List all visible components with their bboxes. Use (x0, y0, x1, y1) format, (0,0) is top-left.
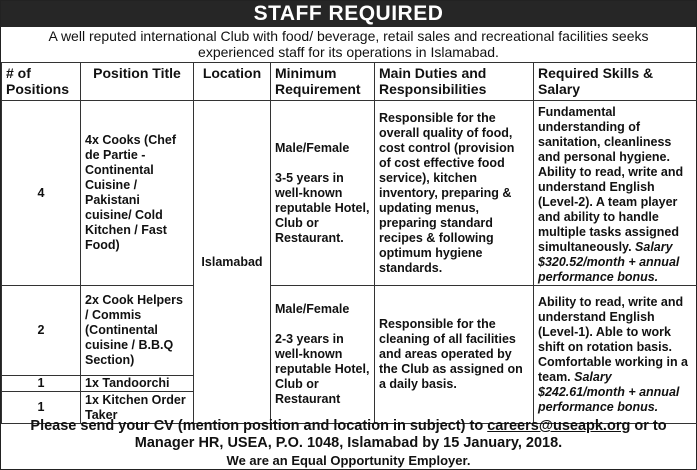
ad-headline: STAFF REQUIRED (1, 1, 696, 27)
careers-email-link[interactable]: careers@useapk.org (487, 418, 631, 434)
cooks-title: 4x Cooks (Chef de Partie - Continental Cuisine / Pakistani cuisine/ Cold Kitchen / Fast Food) (81, 101, 194, 286)
table-row (2, 286, 697, 376)
helpers-gender: Male/Female (275, 302, 350, 316)
tandoorchi-title: 1x Tandoorchi (81, 376, 194, 392)
helpers-skills-salary (534, 286, 697, 424)
cooks-count: 4 (2, 101, 81, 286)
tandoorchi-count: 1 (2, 376, 81, 392)
helpers-duties: Responsible for the cleaning of all facilities and areas operated by the Club as assigned on a daily basis. (375, 286, 534, 424)
location-cell: Islamabad (194, 101, 271, 424)
order-taker-title: 1x Kitchen Order Taker (81, 392, 194, 424)
header-skills-salary: Required Skills & Salary (534, 63, 697, 101)
cooks-requirement (271, 101, 375, 286)
table-header-row (2, 63, 697, 101)
application-instructions (1, 418, 696, 452)
helpers-skills: Ability to read, write and understand English (Level-1). Able to work shift on rotation basis. Comfortable working in a team. (538, 294, 689, 384)
table-row (2, 101, 697, 286)
helpers-title: 2x Cook Helpers / Commis (Continental cuisine / B.B.Q Section) (81, 286, 194, 376)
cooks-salary: Salary $320.52/month + annual performance bonus. (538, 240, 680, 284)
cooks-skills: Fundamental understanding of sanitation, cleanliness and personal hygiene. Ability to read, write and understand English (Level-2). A team player and ability to handle multiple tasks assigned simultaneously. (538, 105, 684, 254)
footer-address: Manager HR, USEA, P.O. 1048, Islamabad by 15 January, 2018. (134, 435, 563, 451)
cooks-experience: 3-5 years in well-known reputable Hotel, Club or Restaurant. (275, 170, 370, 245)
intro-line-2: experienced staff for its operations in Islamabad. (198, 44, 499, 60)
footer-prefix: Please send your CV (mention position and location in subject) to (30, 418, 484, 434)
positions-table (1, 62, 697, 424)
order-taker-count: 1 (2, 392, 81, 424)
intro-text (1, 28, 696, 60)
helpers-count: 2 (2, 286, 81, 376)
cooks-skills-salary (534, 101, 697, 286)
cooks-duties: Responsible for the overall quality of food, cost control (provision of cost effective food service), kitchen inventory, preparing & updating menus, preparing standard recipes & following optimum hygiene standards. (375, 101, 534, 286)
equal-opportunity-note: We are an Equal Opportunity Employer. (226, 453, 471, 468)
footer-suffix: or to (634, 418, 667, 434)
header-positions: # of Positions (2, 63, 81, 101)
header-minimum-requirement: Minimum Requirement (271, 63, 375, 101)
intro-line-1: A well reputed international Club with food/ beverage, retail sales and recreational facilities seeks (48, 28, 649, 44)
helpers-requirement (271, 286, 375, 424)
helpers-experience: 2-3 years in well-known reputable Hotel, Club or Restaurant (275, 332, 370, 406)
footer-line-1 (1, 418, 696, 435)
header-main-duties: Main Duties and Responsibilities (375, 63, 534, 101)
header-position-title: Position Title (81, 63, 194, 101)
header-location: Location (194, 63, 271, 101)
cooks-gender: Male/Female (275, 140, 350, 155)
helpers-salary: Salary $242.61/month + annual performance bonus. (538, 369, 680, 414)
